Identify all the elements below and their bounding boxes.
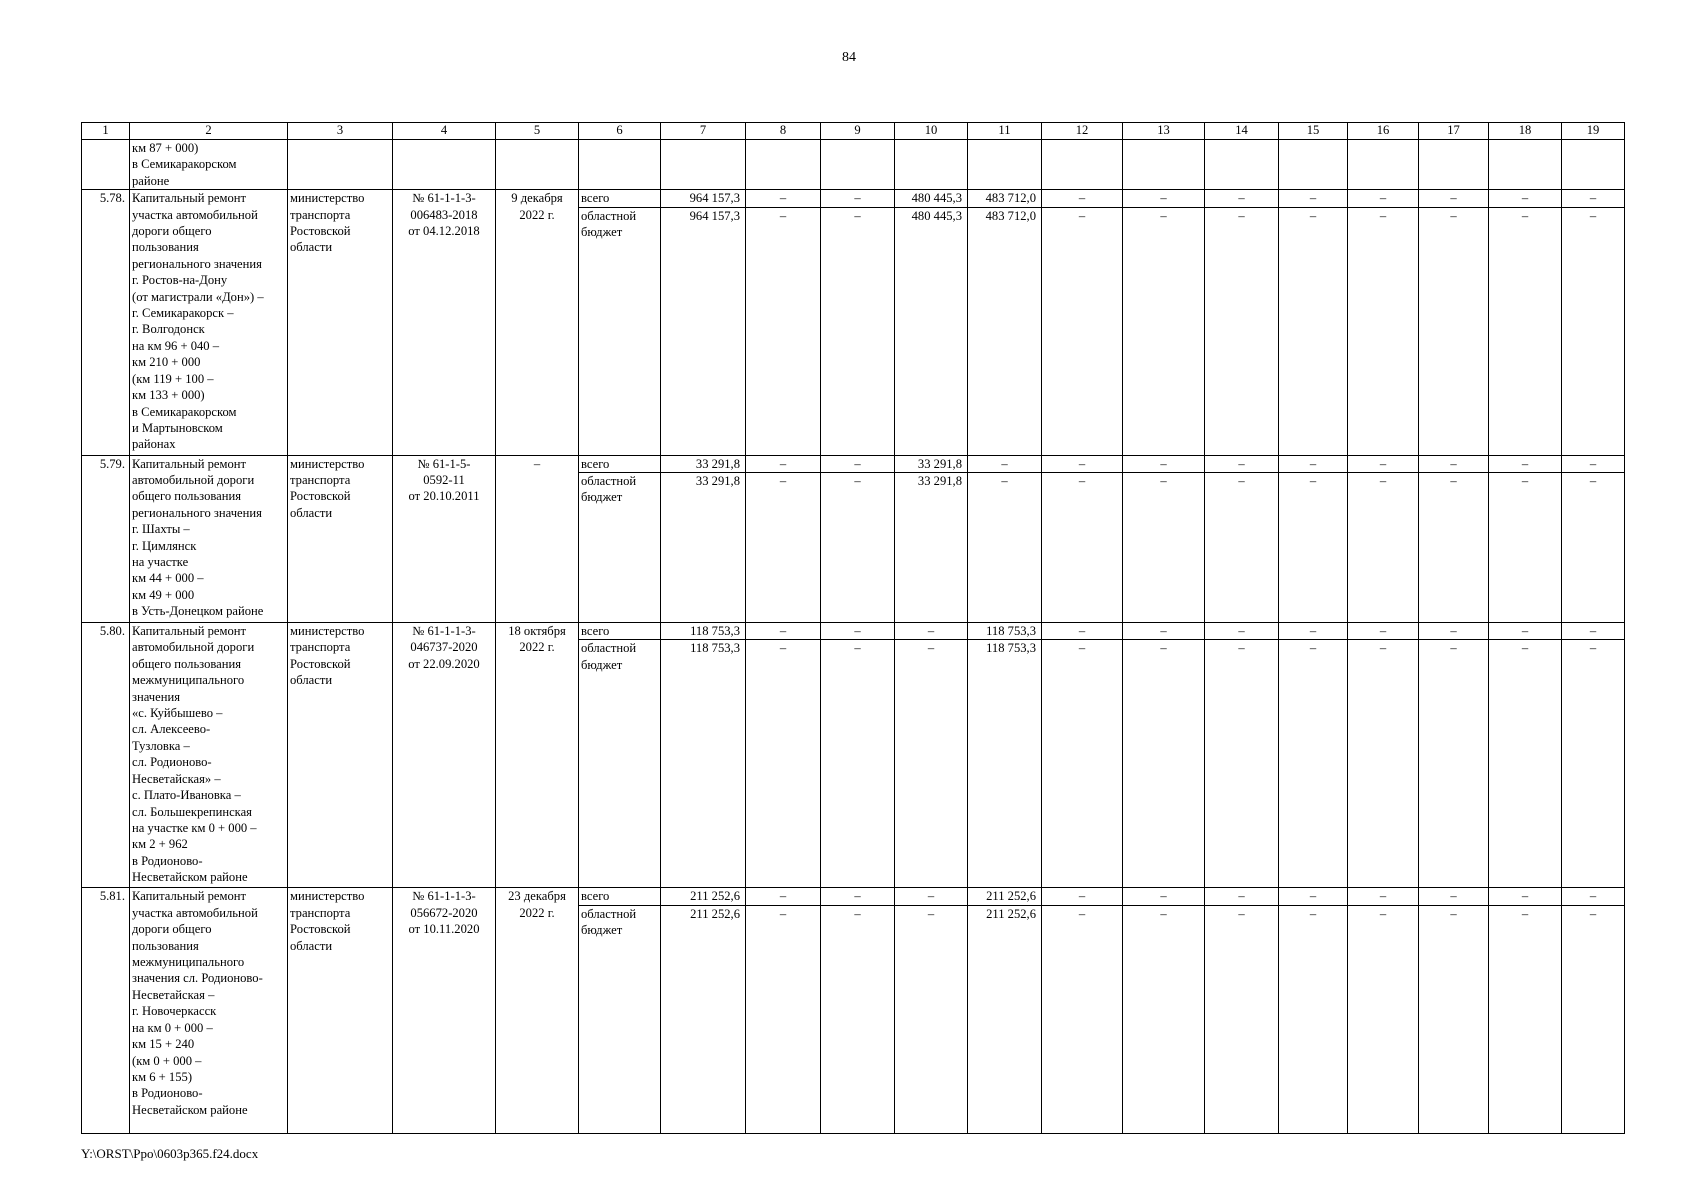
column-number: 15 — [1279, 123, 1348, 140]
amount-cell: – — [1348, 190, 1419, 207]
empty-cell — [968, 140, 1042, 190]
empty-cell — [496, 140, 579, 190]
empty-cell — [1042, 140, 1123, 190]
column-number: 1 — [82, 123, 130, 140]
empty-cell — [579, 140, 661, 190]
amount-cell: – — [1348, 455, 1419, 472]
amount-cell: – — [1348, 473, 1419, 623]
column-number: 4 — [393, 123, 496, 140]
object-name: км 87 + 000) в Семикаракорском районе — [130, 140, 288, 190]
funding-source: областной бюджет — [579, 207, 661, 455]
amount-cell: – — [1042, 455, 1123, 472]
column-number: 14 — [1205, 123, 1279, 140]
table-row — [82, 455, 1625, 472]
amount-cell: – — [1205, 905, 1279, 1133]
amount-cell: 118 753,3 — [661, 623, 746, 640]
empty-cell — [1348, 140, 1419, 190]
amount-cell: 483 712,0 — [968, 190, 1042, 207]
amount-cell: – — [1489, 190, 1562, 207]
column-number: 6 — [579, 123, 661, 140]
amount-cell: – — [1123, 455, 1205, 472]
empty-cell — [393, 140, 496, 190]
amount-cell: – — [1489, 623, 1562, 640]
table-row — [82, 888, 1625, 905]
completion-date: 23 декабря 2022 г. — [496, 888, 579, 1133]
amount-cell: – — [1042, 190, 1123, 207]
amount-cell: – — [1562, 207, 1625, 455]
column-number: 19 — [1562, 123, 1625, 140]
amount-cell: – — [1279, 207, 1348, 455]
amount-cell: – — [1123, 623, 1205, 640]
amount-cell: 964 157,3 — [661, 207, 746, 455]
column-number: 10 — [895, 123, 968, 140]
amount-cell: – — [1123, 207, 1205, 455]
amount-cell: – — [1562, 455, 1625, 472]
amount-cell: – — [1042, 905, 1123, 1133]
completion-date: – — [496, 455, 579, 622]
amount-cell: – — [1205, 190, 1279, 207]
amount-cell: – — [1279, 473, 1348, 623]
amount-cell: – — [1348, 640, 1419, 888]
amount-cell: – — [821, 455, 895, 472]
completion-date: 9 декабря 2022 г. — [496, 190, 579, 455]
column-number: 18 — [1489, 123, 1562, 140]
amount-cell: – — [1123, 905, 1205, 1133]
funding-source: всего — [579, 888, 661, 905]
amount-cell: – — [1348, 905, 1419, 1133]
amount-cell: – — [1123, 640, 1205, 888]
amount-cell: – — [1042, 473, 1123, 623]
empty-cell — [1419, 140, 1489, 190]
amount-cell: 483 712,0 — [968, 207, 1042, 455]
amount-cell: – — [1562, 190, 1625, 207]
amount-cell: – — [895, 640, 968, 888]
object-name: Капитальный ремонт автомобильной дороги общего пользования межмуниципального значения «с. Куйбышево – сл. Алексеево- Тузловка – сл. Родионово- Несветайская» – с. Плато-Ивановка – сл. Большекрепинская на участке км 0 + 000 – км 2 + 962 в Родионово- Несветайском районе — [130, 623, 288, 888]
amount-cell: – — [1279, 888, 1348, 905]
empty-cell — [746, 140, 821, 190]
funding-source: областной бюджет — [579, 640, 661, 888]
row-number — [82, 140, 130, 190]
empty-cell — [895, 140, 968, 190]
amount-cell: 33 291,8 — [661, 473, 746, 623]
funding-source: всего — [579, 623, 661, 640]
amount-cell: – — [1489, 888, 1562, 905]
amount-cell: – — [1205, 623, 1279, 640]
amount-cell: – — [1042, 888, 1123, 905]
amount-cell: – — [1562, 473, 1625, 623]
object-name: Капитальный ремонт участка автомобильной дороги общего пользования межмуниципального значения сл. Родионово- Несветайская – г. Новочеркасск на км 0 + 000 – км 15 + 240 (км 0 + 000 – км 6 + 155) в Родионово- Несветайском районе — [130, 888, 288, 1133]
table-row — [82, 190, 1625, 207]
amount-cell: – — [1279, 623, 1348, 640]
amount-cell: – — [968, 455, 1042, 472]
customer: министерство транспорта Ростовской области — [288, 455, 393, 622]
amount-cell: – — [1348, 888, 1419, 905]
amount-cell: – — [1489, 207, 1562, 455]
amount-cell: – — [1279, 905, 1348, 1133]
completion-date: 18 октября 2022 г. — [496, 623, 579, 888]
column-number: 13 — [1123, 123, 1205, 140]
empty-cell — [1279, 140, 1348, 190]
amount-cell: – — [1279, 190, 1348, 207]
column-number: 12 — [1042, 123, 1123, 140]
amount-cell: – — [1419, 905, 1489, 1133]
column-number: 7 — [661, 123, 746, 140]
amount-cell: 480 445,3 — [895, 207, 968, 455]
file-path-footer: Y:\ORST\Ppo\0603p365.f24.docx — [81, 1146, 259, 1161]
amount-cell: – — [1042, 207, 1123, 455]
row-number: 5.79. — [82, 455, 130, 622]
funding-source: всего — [579, 190, 661, 207]
amount-cell: – — [821, 207, 895, 455]
amount-cell: – — [1489, 455, 1562, 472]
amount-cell: – — [1348, 207, 1419, 455]
amount-cell: 964 157,3 — [661, 190, 746, 207]
column-number: 11 — [968, 123, 1042, 140]
empty-cell — [1562, 140, 1625, 190]
table-row — [82, 623, 1625, 640]
amount-cell: – — [821, 640, 895, 888]
empty-cell — [821, 140, 895, 190]
amount-cell: – — [1348, 623, 1419, 640]
funding-source: областной бюджет — [579, 473, 661, 623]
amount-cell: – — [1279, 455, 1348, 472]
amount-cell: – — [895, 623, 968, 640]
funding-source: областной бюджет — [579, 905, 661, 1133]
continuation-row — [82, 140, 1625, 190]
amount-cell: – — [1562, 640, 1625, 888]
amount-cell: – — [746, 473, 821, 623]
amount-cell: – — [895, 905, 968, 1133]
amount-cell: – — [1042, 623, 1123, 640]
amount-cell: – — [821, 623, 895, 640]
funding-source: всего — [579, 455, 661, 472]
empty-cell — [1123, 140, 1205, 190]
object-name: Капитальный ремонт автомобильной дороги общего пользования регионального значения г. Шахты – г. Цимлянск на участке км 44 + 000 – км 49 + 000 в Усть-Донецком районе — [130, 455, 288, 622]
column-number: 16 — [1348, 123, 1419, 140]
amount-cell: – — [1419, 640, 1489, 888]
amount-cell: – — [1562, 623, 1625, 640]
expertise-document: № 61-1-5- 0592-11 от 20.10.2011 — [393, 455, 496, 622]
amount-cell: 211 252,6 — [661, 888, 746, 905]
amount-cell: – — [1205, 888, 1279, 905]
empty-cell — [1205, 140, 1279, 190]
column-number-row — [82, 123, 1625, 140]
amount-cell: – — [1205, 640, 1279, 888]
expertise-document: № 61-1-1-3- 046737-2020 от 22.09.2020 — [393, 623, 496, 888]
amount-cell: – — [968, 473, 1042, 623]
amount-cell: – — [746, 888, 821, 905]
column-number: 5 — [496, 123, 579, 140]
column-number: 17 — [1419, 123, 1489, 140]
amount-cell: – — [1419, 190, 1489, 207]
column-number: 3 — [288, 123, 393, 140]
amount-cell: – — [1419, 207, 1489, 455]
amount-cell: – — [1489, 640, 1562, 888]
amount-cell: – — [1279, 640, 1348, 888]
amount-cell: – — [1205, 455, 1279, 472]
amount-cell: – — [1205, 473, 1279, 623]
amount-cell: – — [1123, 888, 1205, 905]
amount-cell: – — [1419, 455, 1489, 472]
amount-cell: – — [821, 190, 895, 207]
column-number: 2 — [130, 123, 288, 140]
amount-cell: 33 291,8 — [895, 473, 968, 623]
amount-cell: – — [1123, 190, 1205, 207]
amount-cell: – — [1419, 888, 1489, 905]
amount-cell: – — [1419, 623, 1489, 640]
amount-cell: – — [895, 888, 968, 905]
amount-cell: – — [1419, 473, 1489, 623]
amount-cell: – — [1042, 640, 1123, 888]
customer: министерство транспорта Ростовской области — [288, 623, 393, 888]
amount-cell: – — [1562, 888, 1625, 905]
investment-table — [81, 122, 1625, 1134]
column-number: 8 — [746, 123, 821, 140]
amount-cell: – — [821, 473, 895, 623]
customer: министерство транспорта Ростовской области — [288, 888, 393, 1133]
amount-cell: – — [821, 888, 895, 905]
empty-cell — [1489, 140, 1562, 190]
amount-cell: 118 753,3 — [661, 640, 746, 888]
column-number: 9 — [821, 123, 895, 140]
amount-cell: 33 291,8 — [661, 455, 746, 472]
amount-cell: 118 753,3 — [968, 640, 1042, 888]
amount-cell: – — [821, 905, 895, 1133]
row-number: 5.78. — [82, 190, 130, 455]
amount-cell: – — [746, 640, 821, 888]
amount-cell: – — [1562, 905, 1625, 1133]
amount-cell: – — [1489, 473, 1562, 623]
empty-cell — [288, 140, 393, 190]
page-number: 84 — [842, 50, 856, 65]
row-number: 5.81. — [82, 888, 130, 1133]
amount-cell: 33 291,8 — [895, 455, 968, 472]
amount-cell: 211 252,6 — [661, 905, 746, 1133]
amount-cell: 211 252,6 — [968, 888, 1042, 905]
amount-cell: – — [1123, 473, 1205, 623]
amount-cell: – — [746, 623, 821, 640]
row-number: 5.80. — [82, 623, 130, 888]
customer: министерство транспорта Ростовской области — [288, 190, 393, 455]
amount-cell: 480 445,3 — [895, 190, 968, 207]
amount-cell: – — [1489, 905, 1562, 1133]
amount-cell: – — [746, 905, 821, 1133]
amount-cell: – — [746, 190, 821, 207]
amount-cell: – — [746, 207, 821, 455]
object-name: Капитальный ремонт участка автомобильной дороги общего пользования регионального значения г. Ростов-на-Дону (от магистрали «Дон») – г. Семикаракорск – г. Волгодонск на км 96 + 040 – км 210 + 000 (км 119 + 100 – км 133 + 000) в Семикаракорском и Мартыновском районах — [130, 190, 288, 455]
expertise-document: № 61-1-1-3- 006483-2018 от 04.12.2018 — [393, 190, 496, 455]
amount-cell: – — [1205, 207, 1279, 455]
amount-cell: 118 753,3 — [968, 623, 1042, 640]
expertise-document: № 61-1-1-3- 056672-2020 от 10.11.2020 — [393, 888, 496, 1133]
empty-cell — [661, 140, 746, 190]
amount-cell: 211 252,6 — [968, 905, 1042, 1133]
amount-cell: – — [746, 455, 821, 472]
